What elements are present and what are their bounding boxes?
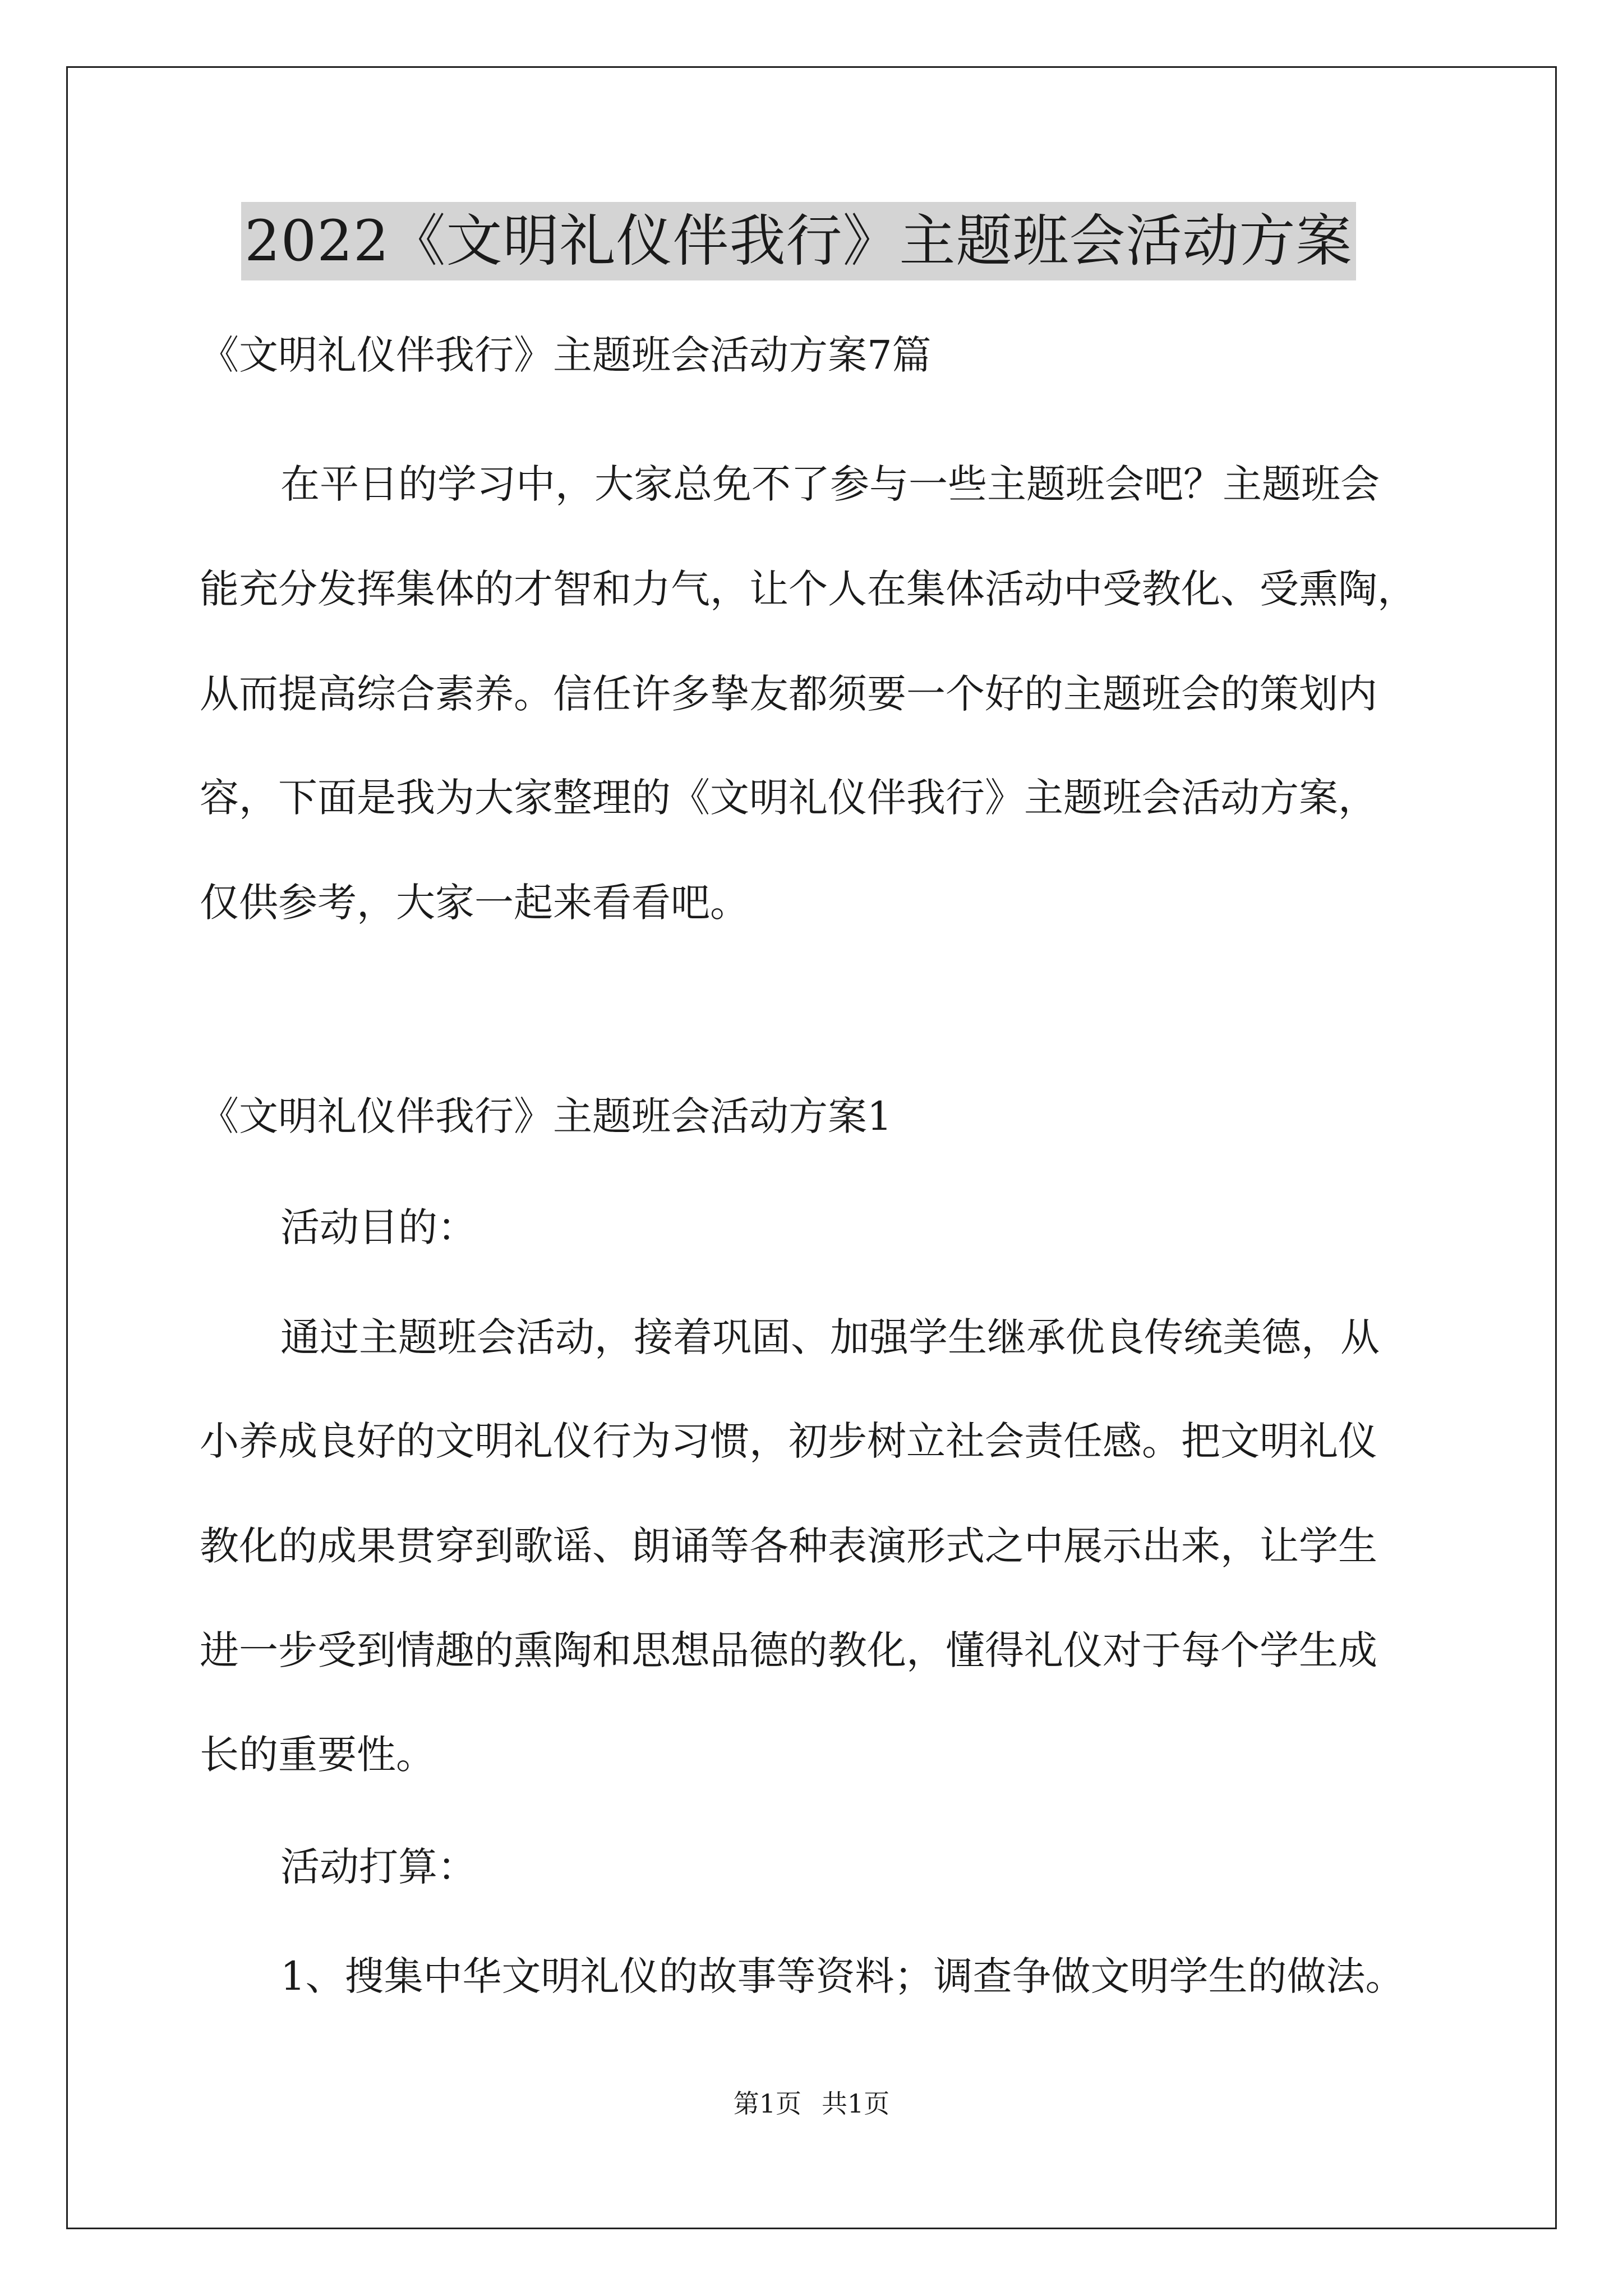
purpose-heading: 活动目的：: [280, 1204, 477, 1250]
intro-line: 能充分发挥集体的才智和力气，让个人在集体活动中受教化、受熏陶，: [200, 566, 1417, 612]
page-border: [66, 66, 1557, 2229]
plan-heading: 活动打算：: [280, 1844, 477, 1890]
purpose-line: 小养成良好的文明礼仪行为习惯，初步树立社会责任感。把文明礼仪: [200, 1418, 1377, 1464]
intro-line: 在平日的学习中，大家总免不了参与一些主题班会吧？主题班会: [280, 461, 1380, 507]
intro-line: 仅供参考，大家一起来看看吧。: [200, 880, 749, 926]
intro-line: 从而提高综合素养。信任许多挚友都须要一个好的主题班会的策划内: [200, 671, 1377, 717]
page-number-total: 共1页: [822, 2088, 890, 2119]
purpose-line: 进一步受到情趣的熏陶和思想品德的教化，懂得礼仪对于每个学生成: [200, 1627, 1377, 1673]
document-subtitle: 《文明礼仪伴我行》主题班会活动方案7篇: [200, 332, 932, 378]
section-heading: 《文明礼仪伴我行》主题班会活动方案1: [200, 1093, 892, 1139]
page-number-current: 第1页: [733, 2088, 801, 2119]
page-footer: [0, 2087, 1623, 2120]
purpose-line: 教化的成果贯穿到歌谣、朗诵等各种表演形式之中展示出来，让学生: [200, 1523, 1377, 1569]
intro-line: 容，下面是我为大家整理的《文明礼仪伴我行》主题班会活动方案，: [200, 775, 1377, 821]
purpose-line: 通过主题班会活动，接着巩固、加强学生继承优良传统美德，从: [280, 1314, 1380, 1360]
purpose-line: 长的重要性。: [200, 1732, 435, 1778]
document-title: 2022《文明礼仪伴我行》主题班会活动方案: [241, 202, 1356, 280]
plan-item: 1、搜集中华文明礼仪的故事等资料；调查争做文明学生的做法。: [280, 1953, 1405, 1999]
